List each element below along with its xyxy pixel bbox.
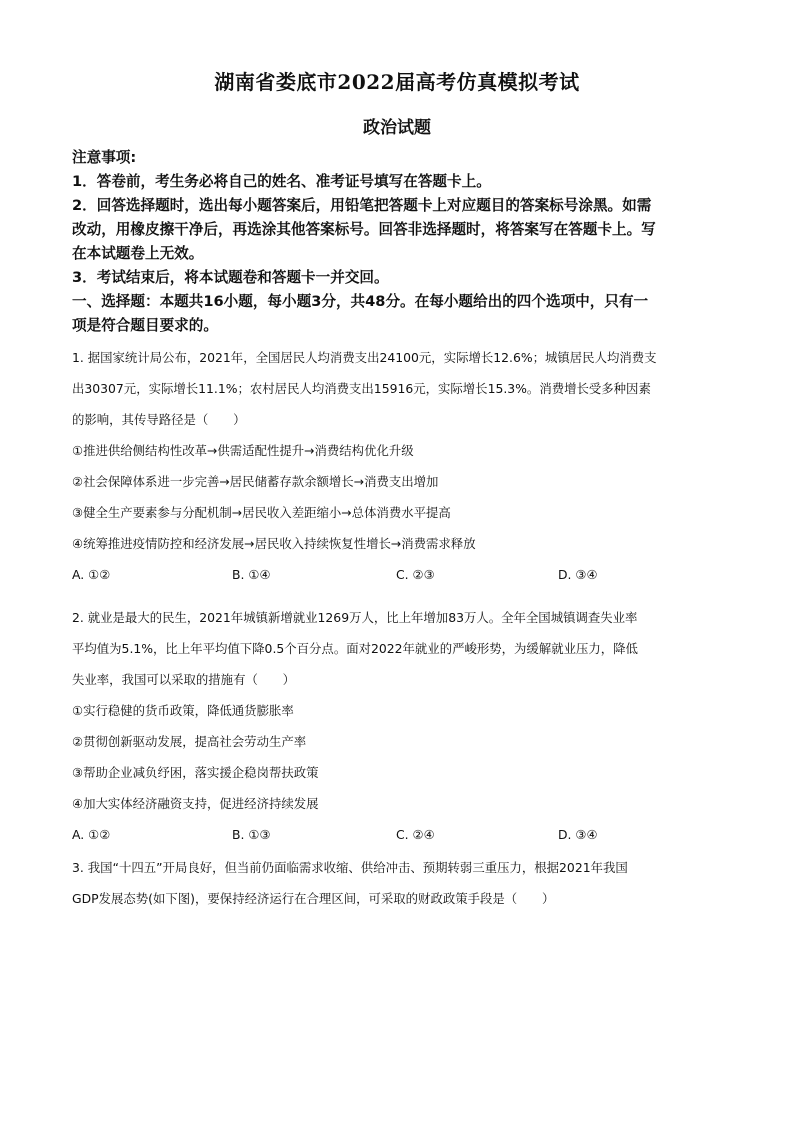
option-d: D. ③④	[558, 827, 598, 842]
notice-line: 改动，用橡皮擦干净后，再选涂其他答案标号。回答非选择题时，将答案写在答题卡上。写	[72, 221, 656, 238]
question-item: ②贯彻创新驱动发展，提高社会劳动生产率	[72, 734, 307, 749]
question-2	[72, 602, 728, 850]
question-item: ④统筹推进疫情防控和经济发展→居民收入持续恢复性增长→消费需求释放	[72, 536, 476, 551]
notice-section	[72, 146, 732, 338]
section-heading: 一、选择题：本题共16小题，每小题3分，共48分。在每小题给出的四个选项中，只有一	[72, 293, 649, 310]
answer-options	[72, 819, 728, 850]
question-1	[72, 342, 728, 590]
question-3	[72, 852, 728, 914]
page-title: 湖南省娄底市2022届高考仿真模拟考试	[214, 70, 580, 94]
option-a: A. ①②	[72, 567, 111, 582]
question-stem-line: 1. 据国家统计局公布，2021年，全国居民人均消费支出24100元，实际增长12.6%；城镇居民人均消费支	[72, 350, 657, 365]
question-item: ②社会保障体系进一步完善→居民储蓄存款余额增长→消费支出增加	[72, 474, 439, 489]
option-b: B. ①④	[232, 567, 271, 582]
question-stem-line: 出30307元，实际增长11.1%；农村居民人均消费支出15916元，实际增长15.3%。消费增长受多种因素	[72, 381, 651, 396]
notice-line: 2．回答选择题时，选出每小题答案后，用铅笔把答题卡上对应题目的答案标号涂黑。如需	[72, 197, 652, 214]
question-item: ③健全生产要素参与分配机制→居民收入差距缩小→总体消费水平提高	[72, 505, 451, 520]
answer-options	[72, 559, 728, 590]
question-stem-line: 平均值为5.1%，比上年平均值下降0.5个百分点。面对2022年就业的严峻形势，为缓解就业压力，降低	[72, 641, 638, 656]
notice-heading: 注意事项:	[72, 149, 137, 166]
question-item: ③帮助企业减负纾困，落实援企稳岗帮扶政策	[72, 765, 319, 780]
question-item: ①实行稳健的货币政策，降低通货膨胀率	[72, 703, 294, 718]
option-c: C. ②④	[396, 827, 435, 842]
question-stem-line: 2. 就业是最大的民生，2021年城镇新增就业1269万人，比上年增加83万人。全年全国城镇调查失业率	[72, 610, 638, 625]
option-b: B. ①③	[232, 827, 271, 842]
option-a: A. ①②	[72, 827, 111, 842]
notice-line: 3．考试结束后，将本试题卷和答题卡一并交回。	[72, 269, 389, 286]
question-item: ④加大实体经济融资支持，促进经济持续发展	[72, 796, 319, 811]
option-c: C. ②③	[396, 567, 435, 582]
question-stem-line: 失业率，我国可以采取的措施有（ ）	[72, 672, 296, 687]
notice-line: 1．答卷前，考生务必将自己的姓名、准考证号填写在答题卡上。	[72, 173, 491, 190]
section-heading: 项是符合题目要求的。	[72, 317, 218, 334]
question-stem-line: 的影响，其传导路径是（ ）	[72, 412, 246, 427]
page-subtitle: 政治试题	[363, 118, 431, 138]
question-stem-line: 3. 我国“十四五”开局良好，但当前仍面临需求收缩、供给冲击、预期转弱三重压力，根据2021年我国	[72, 860, 628, 875]
question-stem-line: GDP发展态势(如下图)，要保持经济运行在合理区间，可采取的财政政策手段是（ ）	[72, 891, 555, 906]
option-d: D. ③④	[558, 567, 598, 582]
notice-line: 在本试题卷上无效。	[72, 245, 204, 262]
question-item: ①推进供给侧结构性改革→供需适配性提升→消费结构优化升级	[72, 443, 414, 458]
